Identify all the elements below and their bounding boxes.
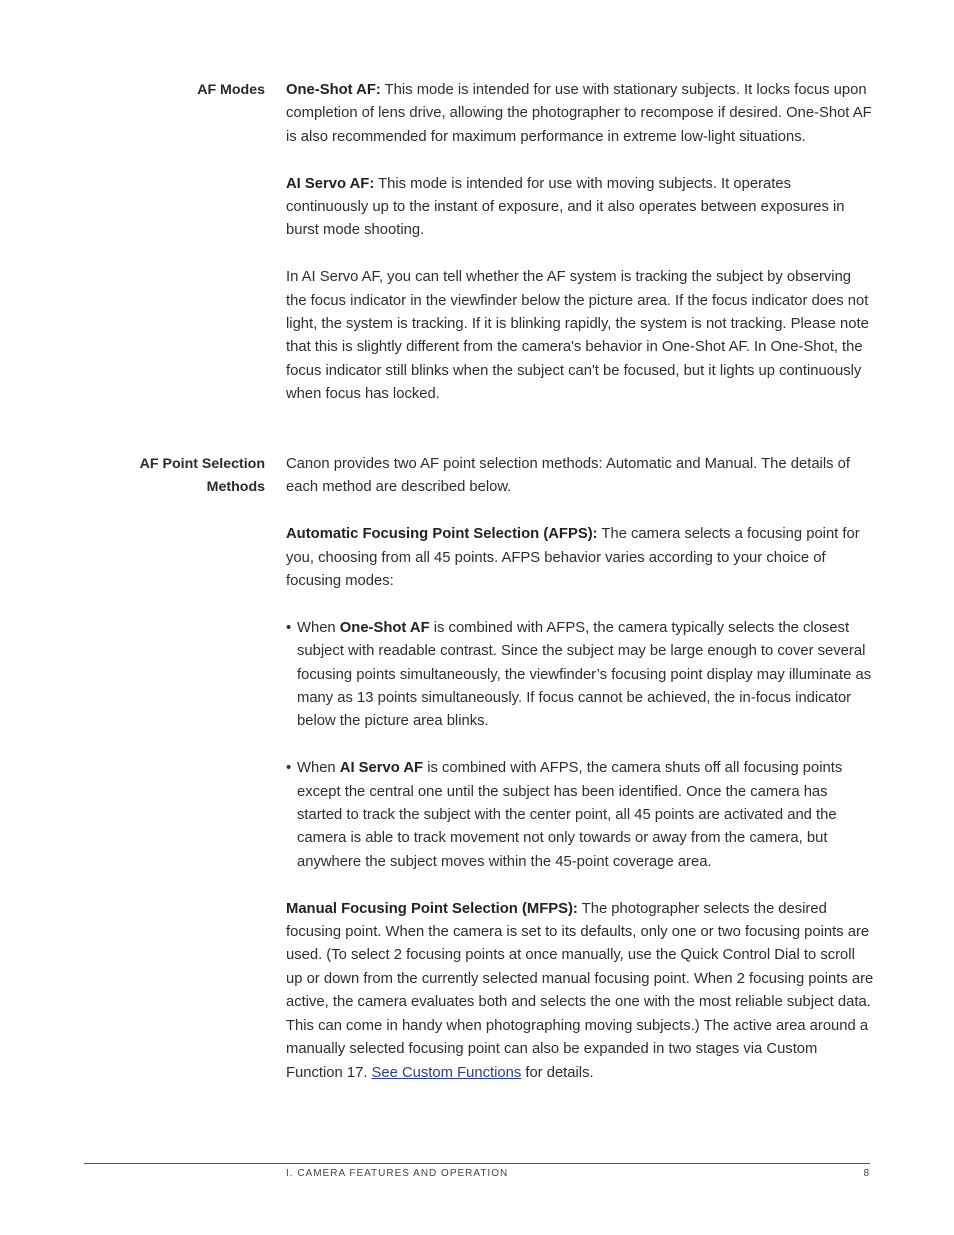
paragraph-intro: Canon provides two AF point selection methods: Automatic and Manual. The details of each method are described below. <box>286 456 850 496</box>
paragraph-ai-servo-af: AI Servo AF: This mode is intended for use with moving subjects. It operates continuously up to the instant of exposure, and it also operates between exposures in burst mode shooting. <box>286 175 845 239</box>
paragraph-ai-servo-tracking: In AI Servo AF, you can tell whether the AF system is tracking the subject by observing the focus indicator in the viewfinder below the picture area. If the focus indicator does not light, the system is tracking. If it is blinking rapidly, the system is not tracking. Please note that this is slightly different from the camera's behavior in One-Shot AF. In One-Shot, the focus indicator still blinks when the subject can't be focused, but it lights up continuously when focus has locked. <box>286 269 869 403</box>
section-body-af-point-selection <box>286 453 874 1085</box>
list-item: • When AI Servo AF is combined with AFPS, the camera shuts off all focusing points except the central one until the subject has been identified. Once the camera has started to track the subject with the center point, all 45 points are activated and the camera is able to track movement not only towards or away from the camera, but anywhere the subject moves within the 45-point coverage area. <box>286 757 874 874</box>
bullet-icon: • <box>286 760 292 777</box>
term-mfps: Manual Focusing Point Selection (MFPS): <box>286 900 578 917</box>
term-ai-servo-af: AI Servo AF: <box>286 175 375 192</box>
page-number: 8 <box>863 1168 869 1179</box>
see-custom-functions-link[interactable]: See Custom Functions <box>371 1064 522 1081</box>
section-heading-af-point-selection: AF Point Selection Methods <box>139 456 265 496</box>
footer-divider <box>84 1163 870 1164</box>
section-body-af-modes <box>286 79 874 407</box>
list-item: • When One-Shot AF is combined with AFPS, the camera typically selects the closest subject with readable contrast. Since the subject may be large enough to cover several focusing points simultaneously, the viewfinder’s focusing point display may illuminate as many as 13 points simultaneously. If focus cannot be achieved, the in-focus indicator below the picture area blinks. <box>286 617 874 734</box>
paragraph-one-shot-af: One-Shot AF: This mode is intended for use with stationary subjects. It locks focus upon completion of lens drive, allowing the photographer to recompose if desired. One-Shot AF is also recommended for maximum performance in extreme low-light situations. <box>286 82 872 145</box>
paragraph-afps: Automatic Focusing Point Selection (AFPS): The camera selects a focusing point for you, choosing from all 45 points. AFPS behavior varies according to your choice of focusing modes: <box>286 526 860 590</box>
term-one-shot-af: One-Shot AF: <box>286 82 381 98</box>
paragraph-mfps: Manual Focusing Point Selection (MFPS): The photographer selects the desired focusing point. When the camera is set to its defaults, only one or two focusing points are used. (To select 2 focusing points at once manually, use the Quick Control Dial to scroll up or down from the currently selected manual focusing point. When 2 focusing points are active, the camera evaluates both and selects the one with the most reliable subject data. This can come in handy when photographing moving subjects.) The active area around a manually selected focusing point can also be expanded in two stages via Custom Function 17. See Custom Functions for details. <box>286 900 874 1081</box>
section-heading-af-modes: AF Modes <box>197 82 265 98</box>
footer-chapter-title: I. CAMERA FEATURES AND OPERATION <box>286 1168 509 1179</box>
bullet-icon: • <box>286 619 292 636</box>
term-afps: Automatic Focusing Point Selection (AFPS): <box>286 526 598 543</box>
